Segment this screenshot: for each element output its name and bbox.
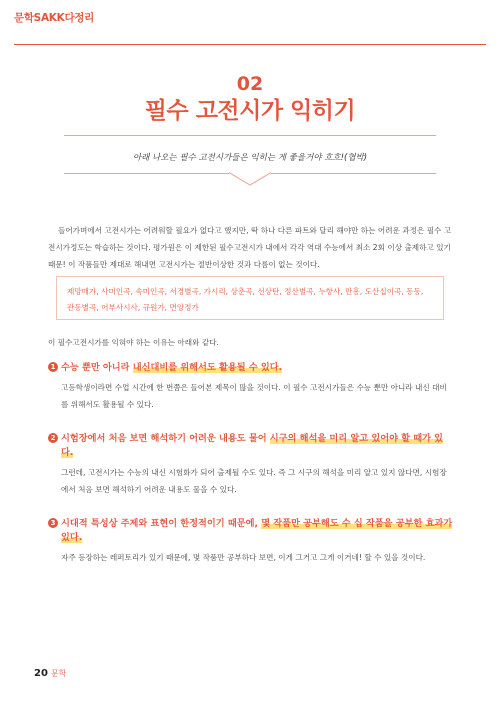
reason-item [48,517,454,566]
reason-heading [48,517,454,545]
number-badge-icon: 1 [48,362,58,372]
banner-bottom-right [271,173,436,174]
banner-top-line [64,135,436,136]
banner-text: 아래 나오는 필수 고전시가들은 익히는 게 좋을거야 흐흐!(협박) [132,153,368,163]
number-badge-icon: 3 [48,518,58,528]
chapter-number: 02 [236,73,264,95]
intro-paragraph: 들어가며에서 고전시가는 어려워할 필요가 없다고 했지만, 딱 하나 다른 파트와 달리 해야만 하는 어려운 과정은 필수 고전시가정도는 학습하는 것이다. 평가원은 이 제한된 필수고전시가 내에서 각각 역대 수능에서 최소 2회 이상 출제하고 있기 때문! 이 작품들만 제대로 해내면 고전시가는 절반이상한 것과 다름이 없는 것이다. [48,225,452,269]
reason-body: 고등학생이라면 수업 시간에 한 번쯤은 들어본 제목이 많을 것이다. 이 필수 고전시가들은 수능 뿐만 아니라 내신 대비를 위해서도 활용될 수 있다. [61,383,447,409]
works-list: 제망매가, 사미인곡, 속미인곡, 서경별곡, 가시리, 상춘곡, 선상탄, 정산별곡, 누항사, 만흥, 도산십이곡, 동동, 관동별곡, 어부사시사, 규원가, 면앙정가 [67,287,424,312]
works-box [56,276,444,320]
reason-heading-text: 시대적 특성상 주제와 표현이 한정적이기 때문에, [61,518,262,529]
chapter-title: 필수 고전시가 익히기 [144,98,356,124]
reasons-intro: 이 필수고전시가를 익혀야 하는 이유는 아래와 같다. [48,338,219,347]
reason-heading [48,361,454,375]
reason-heading [48,432,454,460]
reason-body: 그런데, 고전시가는 수능의 내신 시험화가 되어 출제될 수도 있다. 즉 그 시구의 해석을 미리 알고 있지 않다면, 시험장에서 처음 보면 해석하기 어려운 내용도 물을 수 있다. [61,468,447,494]
brand-title: 문학SAKK다정리 [14,12,94,24]
number-badge-icon: 2 [48,433,58,443]
reason-item [48,361,454,413]
reason-body: 자주 등장하는 레퍼토리가 있기 때문에, 몇 작품만 공부하다 보면, 이게 그거고 그게 이거네! 할 수 있을 것이다. [61,553,426,562]
page-footer [34,668,66,679]
reason-heading-text: 시험장에서 처음 보면 해석하기 어려운 내용도 물어 [61,433,270,444]
banner-notch-icon [229,172,271,186]
reason-heading-highlight: 시구의 해석을 미리 알고 있어야 할 때가 있다. [61,433,444,458]
section-label: 문학 [50,669,67,678]
header-rule [14,44,486,45]
reason-heading-text: 수능 뿐만 아니라 [61,362,133,373]
reason-item [48,432,454,498]
reason-heading-highlight: 몇 작품만 공부해도 수 십 작품을 공부한 효과가 있다. [61,518,453,543]
page-number: 20 [34,668,48,679]
reason-heading-highlight: 내신대비를 위해서도 활용될 수 있다. [132,362,283,373]
banner-bottom-left [64,173,229,174]
